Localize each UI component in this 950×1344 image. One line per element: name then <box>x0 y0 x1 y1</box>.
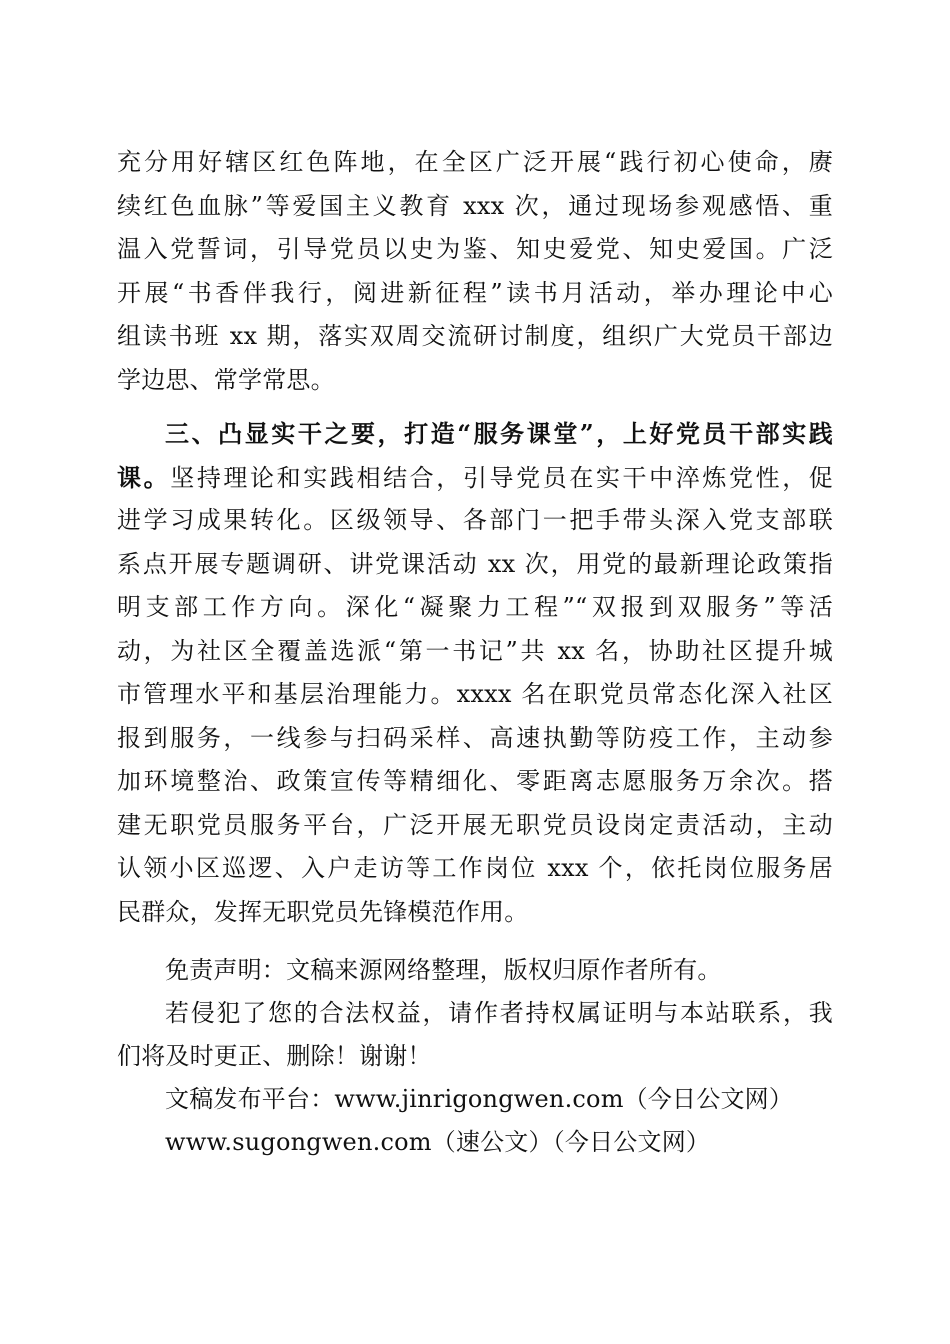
paragraph-service-classroom <box>117 412 833 934</box>
paragraph-line: 充分用好辖区红色阵地，在全区广泛开展“践行初心使命，赓 <box>117 148 833 176</box>
paragraph-line: 建无职党员服务平台，广泛开展无职党员设岗定责活动，主动 <box>117 810 833 839</box>
section-heading: 三、凸显实干之要，打造“服务课堂”，上好党员干部实践 <box>165 419 833 448</box>
paragraph-line: 温入党誓词，引导党员以史为鉴、知史爱党、知史爱国。广泛 <box>117 235 833 263</box>
paragraph-line: 进学习成果转化。区级领导、各部门一把手带头深入党支部联 <box>117 506 833 534</box>
paragraph-line: 动，为社区全覆盖选派“第一书记”共 xx 名，协助社区提升城 <box>117 636 833 665</box>
paragraph-line: 报到服务，一线参与扫码采样、高速执勤等防疫工作，主动参 <box>117 723 833 752</box>
paragraph-line: 明支部工作方向。深化“凝聚力工程”“双报到双服务”等活 <box>117 593 833 621</box>
paragraph-line <box>117 456 833 500</box>
disclaimer-text: 免责声明：文稿来源网络整理，版权归原作者所有。 <box>165 956 722 984</box>
paragraph-line: 续红色血脉”等爱国主义教育 xxx 次，通过现场参观感悟、重 <box>117 191 833 220</box>
paragraph-line: 民群众，发挥无职党员先锋模范作用。 <box>117 897 529 926</box>
infringement-notice-cont: 们将及时更正、删除！谢谢！ <box>117 1042 432 1070</box>
disclaimer-footer <box>117 949 833 1164</box>
platform-link[interactable]: 文稿发布平台：www.jinrigongwen.com（今日公文网） <box>165 1085 794 1113</box>
paragraph-line: 认领小区巡逻、入户走访等工作岗位 xxx 个，依托岗位服务居 <box>117 854 833 882</box>
paragraph-line-text: 坚持理论和实践相结合，引导党员在实干中淬炼党性，促 <box>170 463 833 492</box>
paragraph-line: 市管理水平和基层治理能力。xxxx 名在职党员常态化深入社区 <box>117 680 833 708</box>
site-link[interactable]: www.sugongwen.com（速公文）（今日公文网） <box>165 1128 711 1156</box>
paragraph-line: 系点开展专题调研、讲党课活动 xx 次，用党的最新理论政策指 <box>117 549 833 578</box>
section-heading-end: 课。 <box>117 462 171 492</box>
paragraph-line: 组读书班 xx 期，落实双周交流研讨制度，组织广大党员干部边 <box>117 322 833 350</box>
paragraph-red-positions <box>117 141 833 402</box>
paragraph-line: 学边思、常学常思。 <box>117 365 335 394</box>
infringement-notice: 若侵犯了您的合法权益，请作者持权属证明与本站联系，我 <box>165 999 833 1027</box>
paragraph-line: 加环境整治、政策宣传等精细化、零距离志愿服务万余次。搭 <box>117 767 833 795</box>
paragraph-line: 开展“书香伴我行，阅进新征程”读书月活动，举办理论中心 <box>117 278 833 307</box>
